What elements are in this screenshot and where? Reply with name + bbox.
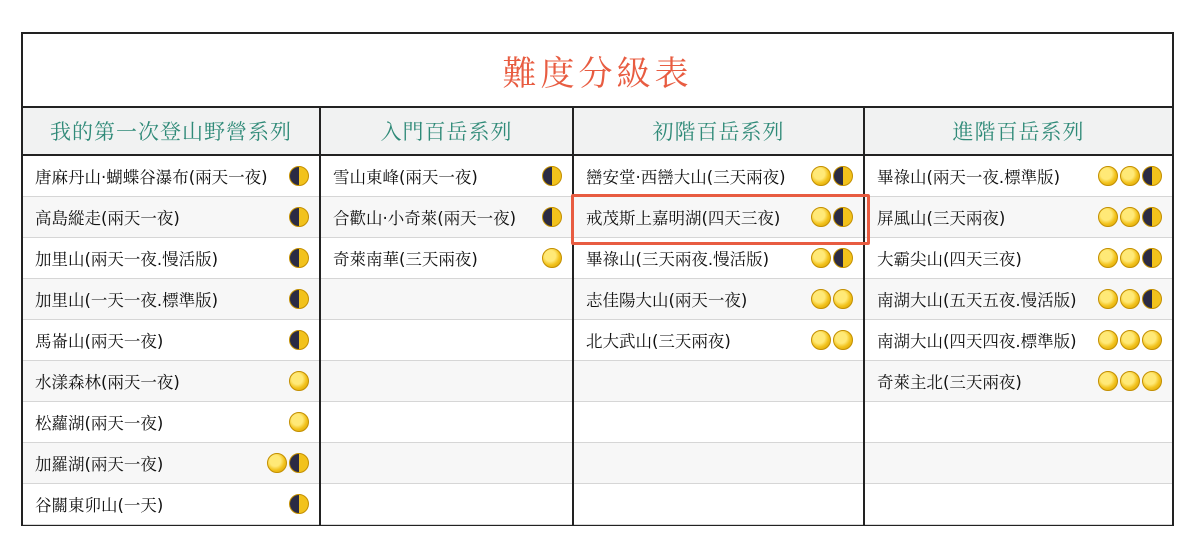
trail-name: 大霸尖山(四天三夜) bbox=[877, 250, 1022, 269]
column-header: 初階百岳系列 bbox=[574, 108, 863, 156]
full-moon-icon bbox=[1098, 207, 1118, 227]
table-row bbox=[865, 361, 1172, 402]
difficulty-rating bbox=[809, 330, 853, 350]
trail-name: 北大武山(三天兩夜) bbox=[586, 332, 731, 351]
trail-name: 高島縱走(兩天一夜) bbox=[35, 209, 180, 228]
difficulty-rating bbox=[287, 207, 309, 227]
trail-name: 奇萊南華(三天兩夜) bbox=[333, 250, 478, 269]
column-rows bbox=[574, 156, 863, 525]
table-row bbox=[574, 197, 863, 238]
difficulty-rating bbox=[809, 248, 853, 268]
empty-row bbox=[321, 279, 572, 320]
table-row bbox=[23, 443, 319, 484]
column-beginner-camping bbox=[23, 108, 321, 524]
table-row bbox=[865, 320, 1172, 361]
full-moon-icon bbox=[1098, 248, 1118, 268]
empty-row bbox=[321, 320, 572, 361]
table-row bbox=[321, 238, 572, 279]
full-moon-icon bbox=[1098, 330, 1118, 350]
full-moon-icon bbox=[1142, 371, 1162, 391]
trail-name: 唐麻丹山‧蝴蝶谷瀑布(兩天一夜) bbox=[35, 168, 268, 187]
full-moon-icon bbox=[1120, 207, 1140, 227]
full-moon-icon bbox=[811, 248, 831, 268]
trail-name: 畢祿山(兩天一夜.標準版) bbox=[877, 168, 1061, 187]
trail-name: 屏風山(三天兩夜) bbox=[877, 209, 1006, 228]
full-moon-icon bbox=[1098, 371, 1118, 391]
difficulty-rating bbox=[1096, 289, 1162, 309]
difficulty-rating bbox=[1096, 371, 1162, 391]
full-moon-icon bbox=[1142, 330, 1162, 350]
column-rows bbox=[865, 156, 1172, 525]
half-moon-icon bbox=[289, 248, 309, 268]
table-row bbox=[23, 320, 319, 361]
difficulty-rating bbox=[540, 248, 562, 268]
half-moon-icon bbox=[1142, 166, 1162, 186]
trail-name: 合歡山‧小奇萊(兩天一夜) bbox=[333, 209, 517, 228]
difficulty-rating bbox=[287, 412, 309, 432]
trail-name: 加里山(兩天一夜.慢活版) bbox=[35, 250, 219, 269]
difficulty-rating bbox=[809, 289, 853, 309]
table-row bbox=[23, 238, 319, 279]
half-moon-icon bbox=[289, 207, 309, 227]
empty-row bbox=[865, 443, 1172, 484]
difficulty-rating bbox=[809, 207, 853, 227]
difficulty-rating bbox=[1096, 207, 1162, 227]
empty-row bbox=[574, 443, 863, 484]
full-moon-icon bbox=[267, 453, 287, 473]
empty-row bbox=[574, 484, 863, 525]
table-title: 難度分級表 bbox=[23, 34, 1172, 108]
half-moon-icon bbox=[542, 207, 562, 227]
trail-name: 谷關東卯山(一天) bbox=[35, 496, 164, 515]
column-basic-baiyue bbox=[574, 108, 865, 524]
full-moon-icon bbox=[1120, 248, 1140, 268]
full-moon-icon bbox=[289, 371, 309, 391]
trail-name: 巒安堂‧西巒大山(三天兩夜) bbox=[586, 168, 786, 187]
table-row bbox=[865, 197, 1172, 238]
table-row bbox=[23, 361, 319, 402]
difficulty-rating bbox=[809, 166, 853, 186]
full-moon-icon bbox=[811, 166, 831, 186]
column-advanced-baiyue bbox=[865, 108, 1172, 524]
trail-name: 奇萊主北(三天兩夜) bbox=[877, 373, 1022, 392]
full-moon-icon bbox=[1120, 166, 1140, 186]
table-row bbox=[574, 156, 863, 197]
table-row bbox=[865, 279, 1172, 320]
full-moon-icon bbox=[833, 289, 853, 309]
difficulty-rating bbox=[287, 289, 309, 309]
difficulty-rating bbox=[287, 330, 309, 350]
column-intro-baiyue bbox=[321, 108, 574, 524]
trail-name: 加里山(一天一夜.標準版) bbox=[35, 291, 219, 310]
trail-name: 加羅湖(兩天一夜) bbox=[35, 455, 164, 474]
full-moon-icon bbox=[542, 248, 562, 268]
empty-row bbox=[574, 402, 863, 443]
trail-name: 南湖大山(四天四夜.標準版) bbox=[877, 332, 1077, 351]
half-moon-icon bbox=[833, 248, 853, 268]
table-row bbox=[23, 156, 319, 197]
half-moon-icon bbox=[289, 166, 309, 186]
table-row bbox=[574, 238, 863, 279]
empty-row bbox=[865, 402, 1172, 443]
column-header: 我的第一次登山野營系列 bbox=[23, 108, 319, 156]
full-moon-icon bbox=[289, 412, 309, 432]
trail-name: 志佳陽大山(兩天一夜) bbox=[586, 291, 748, 310]
full-moon-icon bbox=[833, 330, 853, 350]
table-row bbox=[865, 238, 1172, 279]
difficulty-table bbox=[21, 32, 1174, 526]
half-moon-icon bbox=[542, 166, 562, 186]
table-row bbox=[23, 402, 319, 443]
table-row bbox=[865, 156, 1172, 197]
column-rows bbox=[321, 156, 572, 525]
difficulty-rating bbox=[540, 207, 562, 227]
full-moon-icon bbox=[1098, 166, 1118, 186]
trail-name: 馬崙山(兩天一夜) bbox=[35, 332, 164, 351]
half-moon-icon bbox=[1142, 289, 1162, 309]
trail-name: 南湖大山(五天五夜.慢活版) bbox=[877, 291, 1077, 310]
column-rows bbox=[23, 156, 319, 525]
table-row bbox=[574, 279, 863, 320]
trail-name: 水漾森林(兩天一夜) bbox=[35, 373, 180, 392]
trail-name: 畢祿山(三天兩夜.慢活版) bbox=[586, 250, 770, 269]
column-header: 進階百岳系列 bbox=[865, 108, 1172, 156]
full-moon-icon bbox=[811, 330, 831, 350]
half-moon-icon bbox=[289, 494, 309, 514]
difficulty-rating bbox=[287, 371, 309, 391]
empty-row bbox=[321, 443, 572, 484]
table-row bbox=[23, 197, 319, 238]
empty-row bbox=[321, 484, 572, 525]
difficulty-rating bbox=[540, 166, 562, 186]
half-moon-icon bbox=[833, 166, 853, 186]
column-header: 入門百岳系列 bbox=[321, 108, 572, 156]
difficulty-rating bbox=[1096, 248, 1162, 268]
table-grid bbox=[23, 108, 1172, 524]
half-moon-icon bbox=[289, 330, 309, 350]
half-moon-icon bbox=[1142, 248, 1162, 268]
half-moon-icon bbox=[289, 289, 309, 309]
trail-name: 松蘿湖(兩天一夜) bbox=[35, 414, 164, 433]
difficulty-rating bbox=[287, 248, 309, 268]
difficulty-rating bbox=[287, 166, 309, 186]
difficulty-rating bbox=[265, 453, 309, 473]
table-row bbox=[321, 197, 572, 238]
table-row bbox=[321, 156, 572, 197]
empty-row bbox=[574, 361, 863, 402]
full-moon-icon bbox=[811, 207, 831, 227]
table-row bbox=[23, 279, 319, 320]
half-moon-icon bbox=[289, 453, 309, 473]
empty-row bbox=[321, 361, 572, 402]
full-moon-icon bbox=[1098, 289, 1118, 309]
trail-name: 戒茂斯上嘉明湖(四天三夜) bbox=[586, 209, 781, 228]
empty-row bbox=[321, 402, 572, 443]
full-moon-icon bbox=[811, 289, 831, 309]
half-moon-icon bbox=[1142, 207, 1162, 227]
trail-name: 雪山東峰(兩天一夜) bbox=[333, 168, 478, 187]
full-moon-icon bbox=[1120, 330, 1140, 350]
difficulty-rating bbox=[1096, 330, 1162, 350]
full-moon-icon bbox=[1120, 289, 1140, 309]
table-row bbox=[23, 484, 319, 525]
full-moon-icon bbox=[1120, 371, 1140, 391]
difficulty-rating bbox=[287, 494, 309, 514]
empty-row bbox=[865, 484, 1172, 525]
half-moon-icon bbox=[833, 207, 853, 227]
table-row bbox=[574, 320, 863, 361]
difficulty-rating bbox=[1096, 166, 1162, 186]
